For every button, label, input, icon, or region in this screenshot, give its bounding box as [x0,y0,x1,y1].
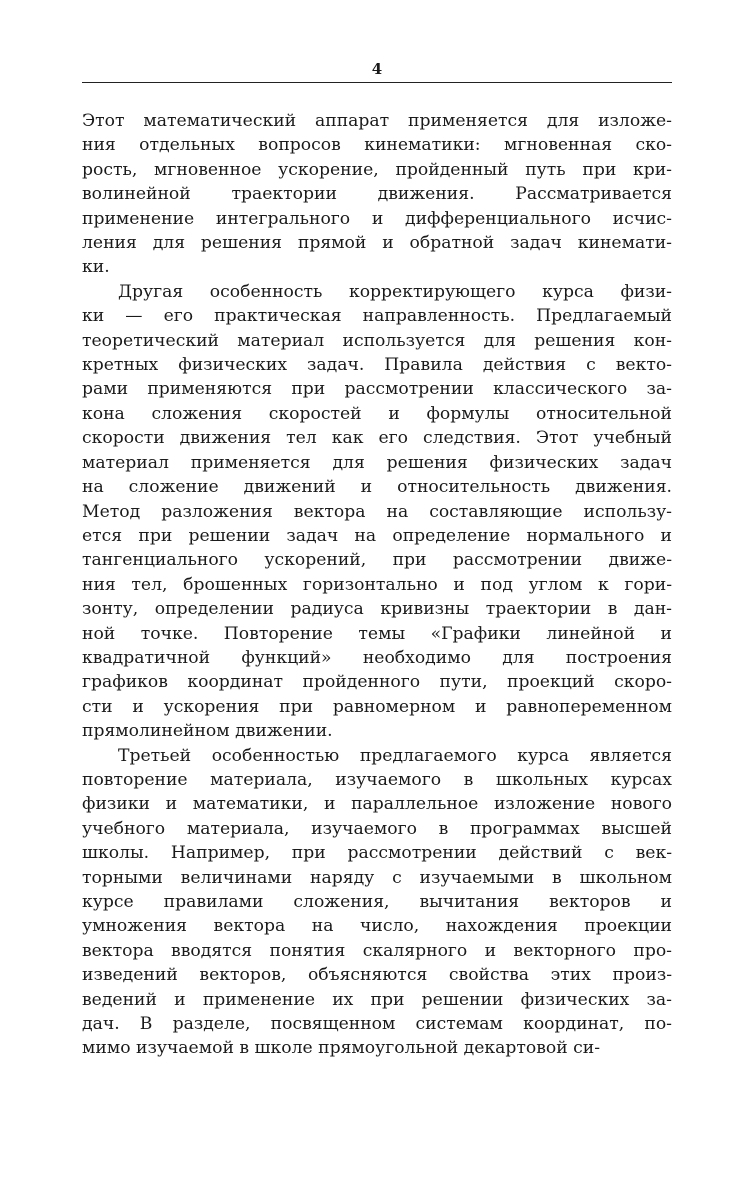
paragraph [82,109,672,280]
text-line: графиков координат пройденного пути, проекций скоро- [82,672,672,693]
text-line: вектора вводятся понятия скалярного и векторного про- [82,940,672,961]
text-line: ния отдельных вопросов кинематики: мгновенная ско- [82,135,672,156]
text-line: школы. Например, при рассмотрении действий с век- [82,843,672,864]
text-line: повторение материала, изучаемого в школьных курсах [82,769,672,790]
text-line: Этот математический аппарат применяется для изложе- [82,111,672,131]
text-line: ется при решении задач на определение нормального и [82,525,672,546]
text-line: ления для решения прямой и обратной задач кинемати- [82,233,672,254]
text-line: ной точке. Повторение темы «Графики линейной и [82,623,672,644]
text-line: рами применяются при рассмотрении классического за- [82,379,672,400]
text-line: сти и ускорения при равномерном и равнопеременном [82,696,672,717]
text-line: применение интегрального и дифференциального исчис- [82,208,672,229]
text-line: Метод разложения вектора на составляющие использу- [82,501,672,522]
text-line: ки. [82,257,110,278]
text-line: изведений векторов, объясняются свойства этих произ- [82,965,672,986]
text-line: Третьей особенностью предлагаемого курса является [118,745,672,766]
text-line: ния тел, брошенных горизонтально и под углом к гори- [82,574,672,595]
text-line: кретных физических задач. Правила действия с векто- [82,355,672,376]
text-line: курсе правилами сложения, вычитания векторов и [82,892,672,912]
text-line: дач. В разделе, посвященном системам координат, по- [82,1014,672,1035]
text-line: скорости движения тел как его следствия. Этот учебный [82,428,672,449]
text-line: теоретический материал используется для решения кон- [82,330,672,351]
text-line: прямолинейном движении. [82,721,333,742]
text-line: физики и математики, и параллельное изложение нового [82,794,672,815]
text-line: квадратичной функций» необходимо для построения [82,647,672,668]
text-line: учебного материала, изучаемого в программах высшей [82,818,672,839]
page-header [82,58,672,83]
text-line: на сложение движений и относительность движения. [82,477,672,498]
paragraph [82,744,672,1061]
page-body [82,109,672,1061]
text-line: волинейной траектории движения. Рассматривается [82,184,672,205]
text-line: умножения вектора на число, нахождения проекции [82,916,672,937]
text-line: ведений и применение их при решении физических за- [82,989,672,1010]
text-line: материал применяется для решения физических задач [82,452,672,473]
text-line: ки — его практическая направленность. Предлагаемый [82,306,672,327]
page-number: 4 [371,60,383,78]
paragraph [82,280,672,744]
text-line: тангенциального ускорений, при рассмотрении движе- [82,550,672,571]
text-line: Другая особенность корректирующего курса физи- [118,281,672,302]
text-line: мимо изучаемой в школе прямоугольной декартовой си- [82,1038,601,1059]
text-line: рость, мгновенное ускорение, пройденный путь при кри- [82,159,672,180]
text-line: кона сложения скоростей и формулы относительной [82,403,672,424]
text-line: зонту, определении радиуса кривизны траектории в дан- [82,599,672,620]
text-line: торными величинами наряду с изучаемыми в школьном [82,867,672,888]
